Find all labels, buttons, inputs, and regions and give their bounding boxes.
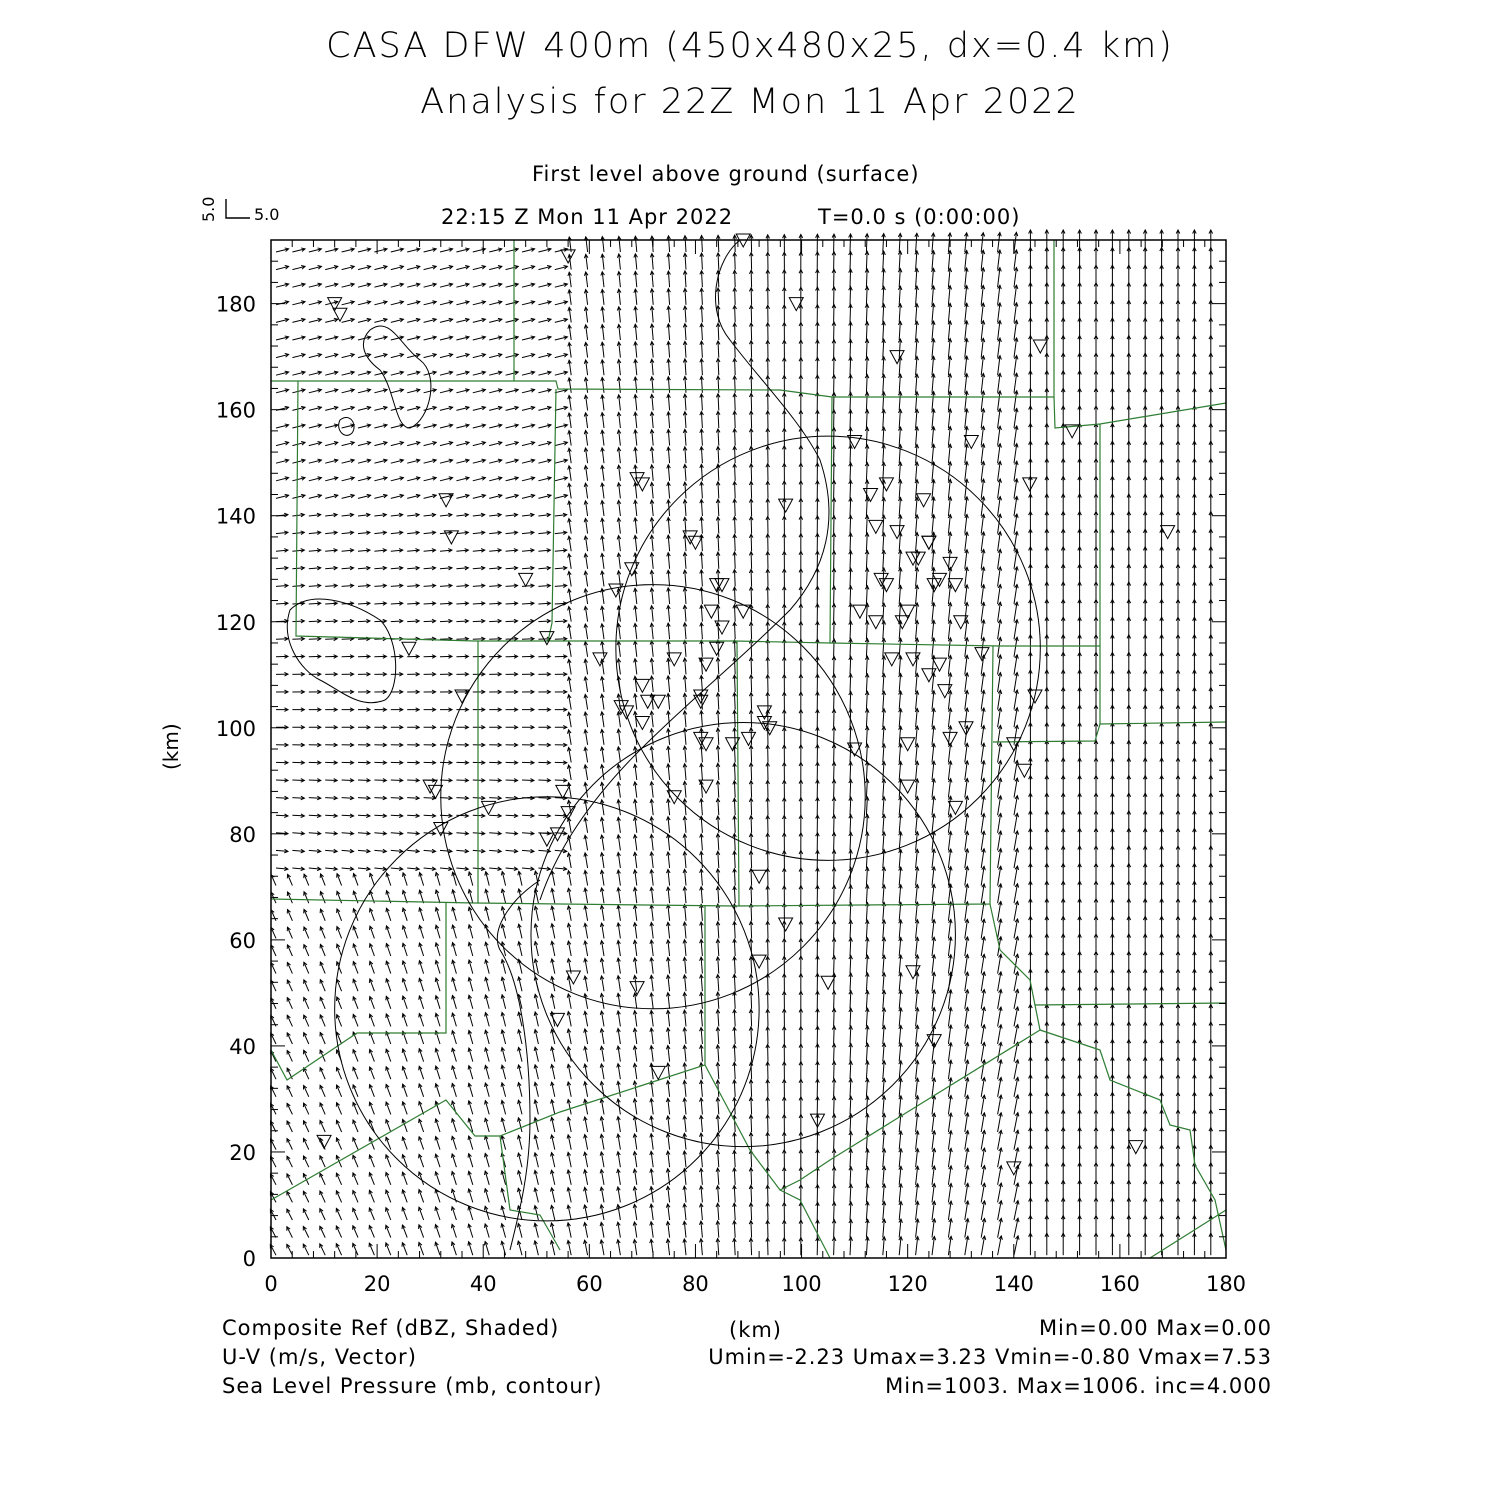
wind-vector	[701, 288, 702, 304]
level-label: First level above ground (surface)	[532, 162, 920, 186]
wind-vector	[883, 797, 884, 815]
wind-vector	[718, 394, 719, 411]
wind-vector	[718, 535, 719, 552]
wind-vector	[883, 374, 884, 392]
wind-vector	[701, 482, 702, 498]
wind-vector	[734, 798, 735, 815]
wind-vector	[866, 392, 867, 410]
wind-vector	[734, 675, 735, 692]
wind-vector	[866, 955, 867, 973]
wind-vector	[850, 938, 851, 956]
wind-vector	[309, 639, 321, 640]
wind-vector	[866, 498, 867, 516]
wind-vector	[899, 304, 900, 323]
wind-vector	[883, 603, 884, 621]
wind-vector	[883, 322, 884, 340]
wind-vector	[734, 781, 735, 798]
wind-vector	[718, 605, 719, 622]
wind-vector	[718, 658, 719, 675]
wind-vector	[850, 463, 851, 481]
wind-vector	[883, 304, 884, 322]
wind-vector	[834, 921, 835, 939]
wind-vector	[850, 780, 851, 798]
wind-vector	[866, 410, 867, 428]
wind-vector	[850, 340, 851, 358]
wind-vector	[734, 552, 735, 569]
wind-vector	[751, 481, 752, 498]
wind-vector	[850, 797, 851, 815]
wind-vector	[850, 480, 851, 498]
wind-vector	[834, 780, 835, 798]
wind-vector	[751, 763, 752, 780]
wind-vector	[866, 568, 867, 586]
wind-vector	[850, 269, 851, 287]
wind-vector	[718, 323, 719, 340]
wind-vector	[718, 253, 719, 270]
wind-vector	[701, 341, 702, 357]
wind-vector	[718, 517, 719, 534]
wind-vector	[850, 727, 851, 745]
wind-vector	[718, 904, 719, 921]
wind-vector	[899, 339, 900, 358]
wind-vector	[866, 427, 867, 445]
wind-vector	[850, 692, 851, 710]
wind-vector	[866, 357, 867, 375]
wind-vector	[866, 339, 867, 357]
wind-vector	[735, 429, 736, 446]
wind-vector	[866, 234, 867, 252]
wind-vector	[834, 938, 835, 956]
wind-vector	[718, 746, 719, 763]
wind-vector	[899, 374, 900, 393]
elapsed-time: T=0.0 s (0:00:00)	[818, 205, 1021, 229]
wind-vector	[735, 482, 736, 499]
wind-vector	[701, 306, 702, 322]
wind-vector	[751, 622, 752, 639]
wind-vector	[883, 762, 884, 780]
wind-vector	[899, 251, 900, 270]
wind-vector	[866, 304, 867, 322]
wind-vector	[735, 341, 736, 358]
wind-vector	[735, 446, 736, 463]
wind-vector	[866, 515, 867, 533]
wind-vector	[883, 339, 884, 357]
wind-vector	[834, 745, 835, 763]
wind-vector	[701, 324, 702, 340]
wind-vector	[751, 605, 752, 622]
wind-vector	[358, 639, 370, 640]
wind-vector	[751, 921, 752, 938]
wind-vector	[850, 920, 851, 938]
wind-vector	[735, 358, 736, 375]
wind-vector	[834, 815, 835, 833]
wind-vector	[899, 409, 900, 428]
wind-vector	[850, 568, 851, 586]
wind-vector	[718, 693, 719, 710]
wind-vector	[718, 623, 719, 640]
wind-vector	[866, 762, 867, 780]
wind-vector	[883, 410, 884, 428]
wind-vector	[883, 656, 884, 674]
wind-vector	[701, 412, 702, 428]
wind-vector	[883, 744, 884, 762]
wind-vector	[342, 639, 354, 640]
wind-vector	[735, 411, 736, 428]
wind-vector	[834, 797, 835, 815]
wind-vector	[734, 640, 735, 657]
wind-vector	[751, 781, 752, 798]
wind-vector	[751, 957, 752, 974]
wind-vector	[850, 392, 851, 410]
wind-vector	[850, 762, 851, 780]
wind-vector	[883, 586, 884, 604]
wind-vector	[850, 533, 851, 551]
wind-vector	[751, 869, 752, 886]
wind-vector	[734, 922, 735, 939]
wind-vector	[883, 709, 884, 727]
wind-vector	[899, 445, 900, 464]
wind-vector	[834, 868, 835, 886]
wind-vector	[718, 235, 719, 252]
wind-vector	[701, 500, 702, 516]
wind-vector	[883, 427, 884, 445]
wind-vector	[702, 253, 703, 269]
wind-vector	[751, 517, 752, 534]
wind-vector	[735, 464, 736, 481]
wind-vector	[834, 727, 835, 745]
wind-vector	[718, 887, 719, 904]
wind-vector	[751, 816, 752, 833]
wind-vector	[735, 306, 736, 323]
wind-vector	[718, 341, 719, 358]
wind-vector	[834, 762, 835, 780]
wind-vector	[850, 287, 851, 305]
wind-vector	[899, 427, 900, 446]
wind-vector	[850, 656, 851, 674]
wind-vector	[734, 869, 735, 886]
wind-vector	[701, 376, 702, 392]
wind-vector	[883, 779, 884, 797]
wind-vector	[866, 586, 867, 604]
wind-vector	[325, 639, 337, 640]
wind-vector	[866, 797, 867, 815]
wind-vector	[834, 850, 835, 868]
title-line-1: CASA DFW 400m (450x480x25, dx=0.4 km)	[326, 26, 1174, 66]
wind-vector	[866, 251, 867, 269]
wind-vector	[883, 726, 884, 744]
wind-vector	[751, 745, 752, 762]
wind-vector	[866, 551, 867, 569]
wind-vector	[850, 551, 851, 569]
wind-vector	[866, 375, 867, 393]
wind-vector	[866, 639, 867, 657]
wind-vector	[751, 710, 752, 727]
wind-vector	[522, 639, 534, 640]
wind-vector	[850, 973, 851, 991]
wind-vector	[899, 269, 900, 288]
wind-vector	[866, 973, 867, 991]
wind-vector	[734, 816, 735, 833]
wind-vector	[734, 534, 735, 551]
wind-vector	[718, 552, 719, 569]
wind-vector	[734, 939, 735, 956]
wind-vector	[866, 322, 867, 340]
wind-vector	[456, 639, 468, 640]
wind-vector	[883, 498, 884, 516]
wind-vector	[883, 691, 884, 709]
wind-vector	[751, 728, 752, 745]
wind-vector	[751, 798, 752, 815]
wind-vector	[850, 410, 851, 428]
wind-vector	[866, 463, 867, 481]
wind-vector	[866, 815, 867, 833]
wind-vector	[883, 286, 884, 304]
wind-vector	[883, 480, 884, 498]
wind-vector	[866, 727, 867, 745]
wind-vector	[866, 850, 867, 868]
wind-vector	[850, 815, 851, 833]
wind-vector	[735, 323, 736, 340]
wind-vector	[850, 586, 851, 604]
wind-vector	[883, 674, 884, 692]
wind-vector	[850, 604, 851, 622]
wind-vector	[735, 517, 736, 534]
wind-vector	[751, 587, 752, 604]
wind-vector	[701, 359, 702, 375]
wind-vector	[718, 781, 719, 798]
wind-vector	[735, 253, 736, 270]
wind-vector	[899, 392, 900, 411]
wind-vector	[866, 832, 867, 850]
wind-vector	[866, 744, 867, 762]
wind-vector	[751, 657, 752, 674]
wind-vector	[734, 886, 735, 903]
wind-vector	[866, 779, 867, 797]
valid-time: 22:15 Z Mon 11 Apr 2022	[441, 205, 734, 229]
wind-vector	[883, 515, 884, 533]
wind-vector	[883, 234, 884, 252]
wind-vector	[751, 675, 752, 692]
wind-vector	[751, 640, 752, 657]
wind-vector	[850, 375, 851, 393]
wind-vector	[850, 832, 851, 850]
wind-vector	[735, 270, 736, 287]
wind-vector	[866, 920, 867, 938]
wind-vector	[850, 639, 851, 657]
wind-vector	[734, 974, 735, 991]
wind-vector	[866, 621, 867, 639]
wind-vector	[866, 674, 867, 692]
wind-vector	[850, 252, 851, 270]
wind-vector	[751, 851, 752, 868]
wind-vector	[883, 392, 884, 410]
wind-vector	[883, 814, 884, 832]
wind-vector	[751, 499, 752, 516]
wind-vector	[751, 569, 752, 586]
wind-vector	[850, 357, 851, 375]
wind-vector	[850, 956, 851, 974]
wind-vector	[883, 251, 884, 269]
wind-vector	[735, 394, 736, 411]
wind-vector	[899, 286, 900, 305]
wind-vector	[734, 710, 735, 727]
wind-vector	[734, 834, 735, 851]
wind-vector	[718, 482, 719, 499]
wind-vector	[718, 763, 719, 780]
wind-vector	[701, 271, 702, 287]
wind-vector	[701, 447, 702, 463]
wind-vector	[751, 886, 752, 903]
wind-vector	[734, 605, 735, 622]
wind-vector	[734, 658, 735, 675]
wind-vector	[850, 234, 851, 252]
wind-vector	[883, 269, 884, 287]
wind-vector	[751, 833, 752, 850]
wind-vector	[734, 622, 735, 639]
wind-vector	[718, 851, 719, 868]
wind-vector	[734, 570, 735, 587]
wind-vector	[850, 885, 851, 903]
wind-vector	[866, 691, 867, 709]
wind-vector	[866, 938, 867, 956]
wind-vector	[834, 885, 835, 903]
wind-vector	[718, 711, 719, 728]
wind-vector	[850, 498, 851, 516]
wind-vector	[292, 639, 304, 640]
wind-vector	[866, 656, 867, 674]
wind-vector	[866, 287, 867, 305]
wind-vector	[866, 533, 867, 551]
wind-vector	[718, 411, 719, 428]
wind-vector	[735, 499, 736, 516]
wind-vector	[751, 974, 752, 991]
wind-vector	[701, 429, 702, 445]
wind-vector	[440, 639, 452, 640]
wind-vector	[473, 639, 485, 640]
wind-vector	[866, 885, 867, 903]
wind-vector	[734, 763, 735, 780]
wind-vector	[702, 236, 703, 252]
wind-vector	[883, 533, 884, 551]
wind-vector	[735, 235, 736, 252]
wind-vector	[276, 639, 288, 640]
wind-vector	[899, 462, 900, 481]
wind-vector	[734, 957, 735, 974]
wind-vector	[751, 534, 752, 551]
wind-vector	[718, 728, 719, 745]
wind-vector	[850, 621, 851, 639]
wind-vector	[916, 251, 917, 270]
wind-vector	[883, 445, 884, 463]
wind-vector	[866, 867, 867, 885]
wind-vector	[899, 233, 900, 252]
wind-vector	[718, 799, 719, 816]
wind-vector	[899, 480, 900, 499]
wind-vector	[718, 499, 719, 516]
wind-vector	[883, 550, 884, 568]
wind-vector	[834, 956, 835, 974]
wind-vectors	[270, 230, 1212, 1255]
wind-vector	[850, 445, 851, 463]
wind-vector	[701, 394, 702, 410]
wind-vector	[718, 429, 719, 446]
wind-vector	[850, 516, 851, 534]
wind-vector	[850, 428, 851, 446]
wind-vector	[916, 233, 917, 252]
wind-vector	[734, 728, 735, 745]
wind-vector	[883, 357, 884, 375]
wind-vector	[555, 639, 567, 640]
wind-vector	[850, 674, 851, 692]
wind-vector	[866, 709, 867, 727]
wind-vector	[734, 693, 735, 710]
wind-vector	[751, 552, 752, 569]
wind-vector	[734, 851, 735, 868]
wind-vector	[866, 269, 867, 287]
wind-vector	[834, 833, 835, 851]
wind-vector	[883, 638, 884, 656]
wind-vector	[489, 639, 501, 640]
wind-vector	[850, 304, 851, 322]
wind-vector	[883, 621, 884, 639]
wind-vector	[866, 445, 867, 463]
wind-vector	[718, 447, 719, 464]
title-line-2: Analysis for 22Z Mon 11 Apr 2022	[420, 82, 1080, 122]
wind-vector	[718, 834, 719, 851]
wind-vector	[718, 359, 719, 376]
wind-vector	[850, 322, 851, 340]
wind-vector	[899, 321, 900, 340]
wind-vector	[735, 288, 736, 305]
wind-vector	[718, 288, 719, 305]
wind-vector	[751, 693, 752, 710]
